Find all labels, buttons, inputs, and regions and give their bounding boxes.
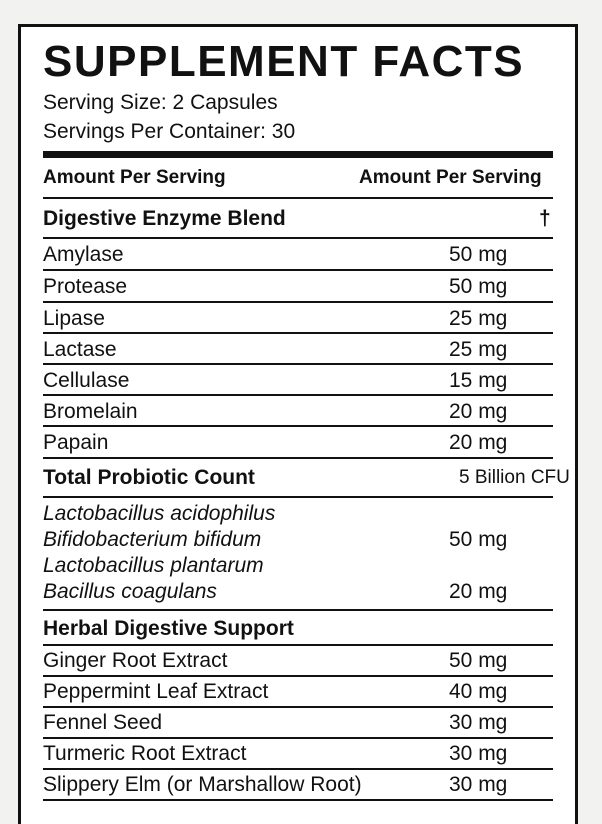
divider [43,799,553,801]
ingredient-amount: 50 mg [449,649,508,672]
divider [43,363,553,365]
ingredient-name: Protease [43,275,128,298]
header-amount-left: Amount Per Serving [43,167,226,188]
divider [43,706,553,708]
probiotic-strain: Lactobacillus plantarum [43,554,264,577]
divider [43,457,553,459]
ingredient-name: Turmeric Root Extract [43,742,247,765]
divider [43,496,553,498]
probiotic-strain: Lactobacillus acidophilus [43,502,276,525]
ingredient-amount: 30 mg [449,742,508,765]
divider [43,644,553,646]
ingredient-name: Lipase [43,307,105,330]
divider [43,301,553,303]
divider [43,737,553,739]
ingredient-amount: 50 mg [449,243,508,266]
probiotic-strain: Bifidobacterium bifidum [43,528,262,551]
divider [43,768,553,770]
header-amount-right: Amount Per Serving [359,167,542,188]
ingredient-name: Lactase [43,338,117,361]
probiotic-strain: Bacillus coagulans [43,580,217,603]
ingredient-name: Papain [43,431,109,454]
dagger-mark: † [539,207,551,230]
ingredient-name: Fennel Seed [43,711,163,734]
ingredient-name: Amylase [43,243,124,266]
divider [43,197,553,199]
ingredient-amount: 40 mg [449,680,508,703]
ingredient-amount: 25 mg [449,338,508,361]
ingredient-amount: 20 mg [449,400,508,423]
probiotic-amount: 5 Billion CFU [459,467,570,488]
serving-size: Serving Size: 2 Capsules [43,91,278,114]
divider [43,675,553,677]
divider [43,332,553,334]
servings-per-container: Servings Per Container: 30 [43,120,296,143]
divider [43,394,553,396]
ingredient-amount: 50 mg [449,275,508,298]
ingredient-amount: 15 mg [449,369,508,392]
herbal-label: Herbal Digestive Support [43,617,294,640]
panel-title: SUPPLEMENT FACTS [43,37,525,86]
divider [43,425,553,427]
divider [43,237,553,239]
enzyme-blend-label: Digestive Enzyme Blend [43,207,286,230]
probiotic-strain-amount: 20 mg [449,580,508,603]
ingredient-name: Slippery Elm (or Marshallow Root) [43,773,362,796]
divider [43,269,553,271]
ingredient-name: Bromelain [43,400,138,423]
ingredient-name: Peppermint Leaf Extract [43,680,269,703]
ingredient-amount: 30 mg [449,773,508,796]
probiotic-strain-amount: 50 mg [449,528,508,551]
ingredient-name: Ginger Root Extract [43,649,228,672]
thick-divider [43,151,553,158]
ingredient-amount: 30 mg [449,711,508,734]
ingredient-amount: 20 mg [449,431,508,454]
ingredient-amount: 25 mg [449,307,508,330]
supplement-facts-panel [18,24,578,824]
divider [43,609,553,611]
ingredient-name: Cellulase [43,369,130,392]
probiotic-label: Total Probiotic Count [43,466,255,489]
